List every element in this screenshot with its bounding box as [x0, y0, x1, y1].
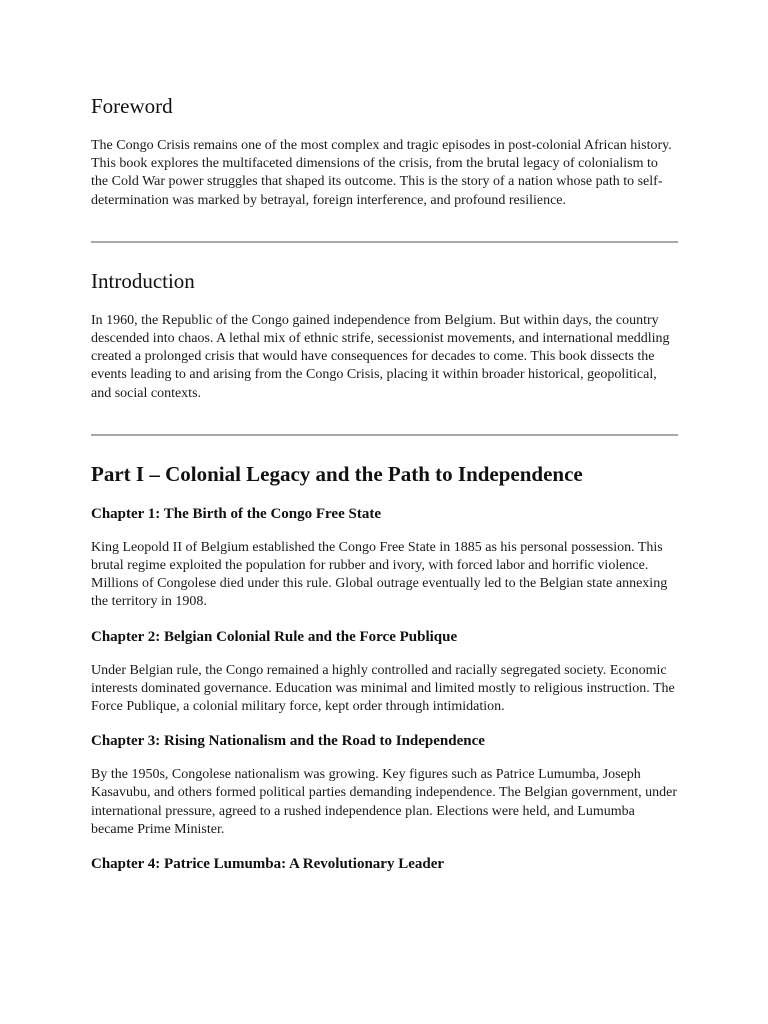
- foreword-section: [91, 92, 678, 210]
- introduction-section: [91, 267, 678, 403]
- part-1-heading: Part I – Colonial Legacy and the Path to Independence: [91, 461, 583, 486]
- foreword-heading: Foreword: [91, 94, 173, 118]
- chapter-2-paragraph: Under Belgian rule, the Congo remained a highly controlled and racially segregated society. Economic interests dominated governance. Education was minimal and limited mostly to religious instruction. The Force Publique, a colonial military force, kept order through intimidation.: [91, 662, 675, 715]
- chapter-2-title: Chapter 2: Belgian Colonial Rule and the Force Publique: [91, 628, 458, 645]
- chapter-3-paragraph: By the 1950s, Congolese nationalism was growing. Key figures such as Patrice Lumumba, Joseph Kasavubu, and others formed political parties demanding independence. The Belgian government, under international pressure, agreed to a rushed independence plan. Elections were held, and Lumumba became Prime Minister.: [91, 767, 678, 837]
- part-1-section: [91, 460, 678, 874]
- foreword-paragraph: The Congo Crisis remains one of the most complex and tragic episodes in post-colonial African history. This book explores the multifaceted dimensions of the crisis, from the brutal legacy of colonialism to the Cold War power struggles that shaped its outcome. This is the story of a nation whose path to self-determination was marked by betrayal, foreign interference, and profound resilience.: [91, 138, 672, 208]
- chapter-1-paragraph: King Leopold II of Belgium established the Congo Free State in 1885 as his personal possession. This brutal regime exploited the population for rubber and ivory, with forced labor and horrific violence. Millions of Congolese died under this rule. Global outrage eventually led to the Belgian state annexing the territory in 1908.: [91, 539, 668, 610]
- introduction-paragraph: In 1960, the Republic of the Congo gained independence from Belgium. But within days, the country descended into chaos. A lethal mix of ethnic strife, secessionist movements, and international meddling created a prolonged crisis that would have consequences for decades to come. This book dissects the events leading to and arising from the Congo Crisis, placing it within broader historical, geopolitical, and social contexts.: [91, 312, 670, 401]
- chapter-4-title: Chapter 4: Patrice Lumumba: A Revolutionary Leader: [91, 856, 445, 873]
- chapter-1-title: Chapter 1: The Birth of the Congo Free State: [91, 505, 381, 522]
- chapter-3-title: Chapter 3: Rising Nationalism and the Road to Independence: [91, 733, 485, 750]
- introduction-heading: Introduction: [91, 268, 195, 293]
